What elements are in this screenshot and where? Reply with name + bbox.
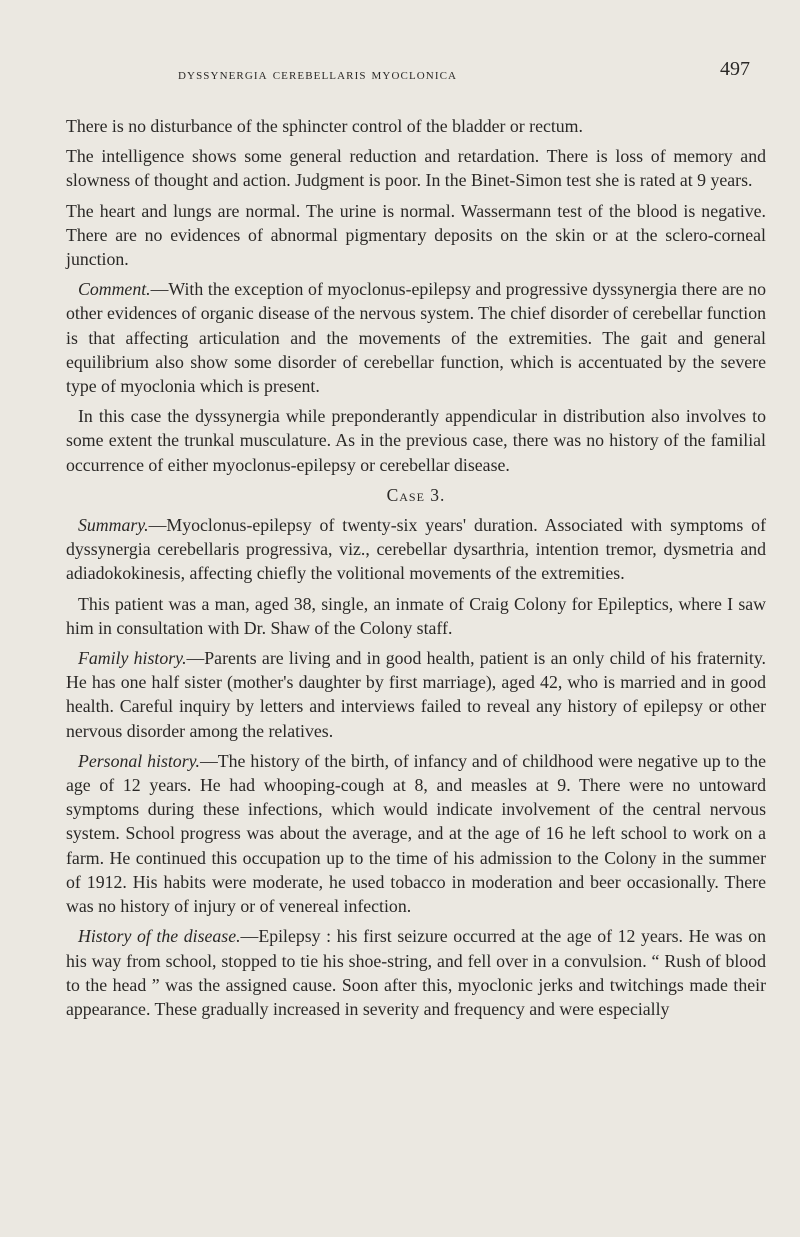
- page-number: 497: [720, 58, 750, 80]
- paragraph-personal-history: Personal history.—The history of the birth, of infancy and of childhood were negative up to the age of 12 years. He had whooping-cough at 8, and measles at 9. There were no untoward symptoms during these infections, which would indicate involvement of the central nervous system. School progress was about the average, and at the age of 16 he left school to work on a farm. He continued this occupation up to the time of his admission to the Colony in the summer of 1912. His habits were moderate, he used tobacco in moderation and beer occasionally. There was no history of injury or of venereal infection.: [66, 750, 766, 917]
- paragraph-intelligence: The intelligence shows some general reduction and retardation. There is loss of memory and slowness of thought and action. Judgment is poor. In the Binet-Simon test she is rated at 9 years.: [66, 146, 766, 191]
- running-title: dyssynergia cerebellaris myoclonica: [178, 66, 458, 83]
- paragraph-comment: Comment.—With the exception of myoclonus-epilepsy and progressive dyssynergia there are no other evidences of organic disease of the nervous system. The chief disorder of cerebellar function is that affecting articulation and the movements of the extremities. The gait and general equilibrium also show some disorder of cerebellar function, which is accentuated by the severe type of myoclonia which is present.: [66, 279, 766, 397]
- paragraph-history-disease: History of the disease.—Epilepsy : his first seizure occurred at the age of 12 years. He was on his way from school, stopped to tie his shoe-string, and fell over in a convulsion. “ Rush of blood to the head ” was the assigned cause. Soon after this, myoclonic jerks and twitchings made their appearance. These gradually increased in severity and frequency and were especially: [66, 926, 766, 1019]
- body-text: [66, 114, 766, 1021]
- family-history-lead: Family history.: [78, 648, 187, 669]
- personal-history-lead: Personal history.: [78, 750, 200, 771]
- paragraph-family-history: Family history.—Parents are living and in good health, patient is an only child of his fraternity. He has one half sister (mother's daughter by first marriage), aged 42, who is married and in good health. Careful inquiry by letters and interviews failed to reveal any history of epilepsy or other nervous disorder among the relatives.: [66, 648, 766, 741]
- summary-lead: Summary.: [78, 515, 149, 536]
- paragraph-summary: Summary.—Myoclonus-epilepsy of twenty-six years' duration. Associated with symptoms of dyssynergia cerebellaris progressiva, viz., cerebellar dysarthria, intention tremor, dysmetria and adiadokokinesis, affecting chiefly the volitional movements of the extremities.: [66, 515, 766, 584]
- running-head: [66, 54, 766, 94]
- paragraph-sphincter: There is no disturbance of the sphincter control of the bladder or rectum.: [66, 116, 583, 136]
- paragraph-patient: This patient was a man, aged 38, single, an inmate of Craig Colony for Epileptics, where I saw him in consultation with Dr. Shaw of the Colony staff.: [66, 593, 766, 638]
- comment-lead: Comment.: [78, 279, 151, 300]
- case-heading: Case 3.: [386, 484, 446, 505]
- paragraph-dyssynergia: In this case the dyssynergia while preponderantly appendicular in distribution also involves to some extent the trunkal musculature. As in the previous case, there was no history of the familial occurrence of either myoclonus-epilepsy or cerebellar disease.: [66, 406, 766, 475]
- history-disease-lead: History of the disease.: [78, 926, 241, 947]
- paragraph-heart-lungs: The heart and lungs are normal. The urine is normal. Wassermann test of the blood is negative. There are no evidences of abnormal pigmentary deposits on the skin or at the sclero-corneal junction.: [66, 200, 766, 270]
